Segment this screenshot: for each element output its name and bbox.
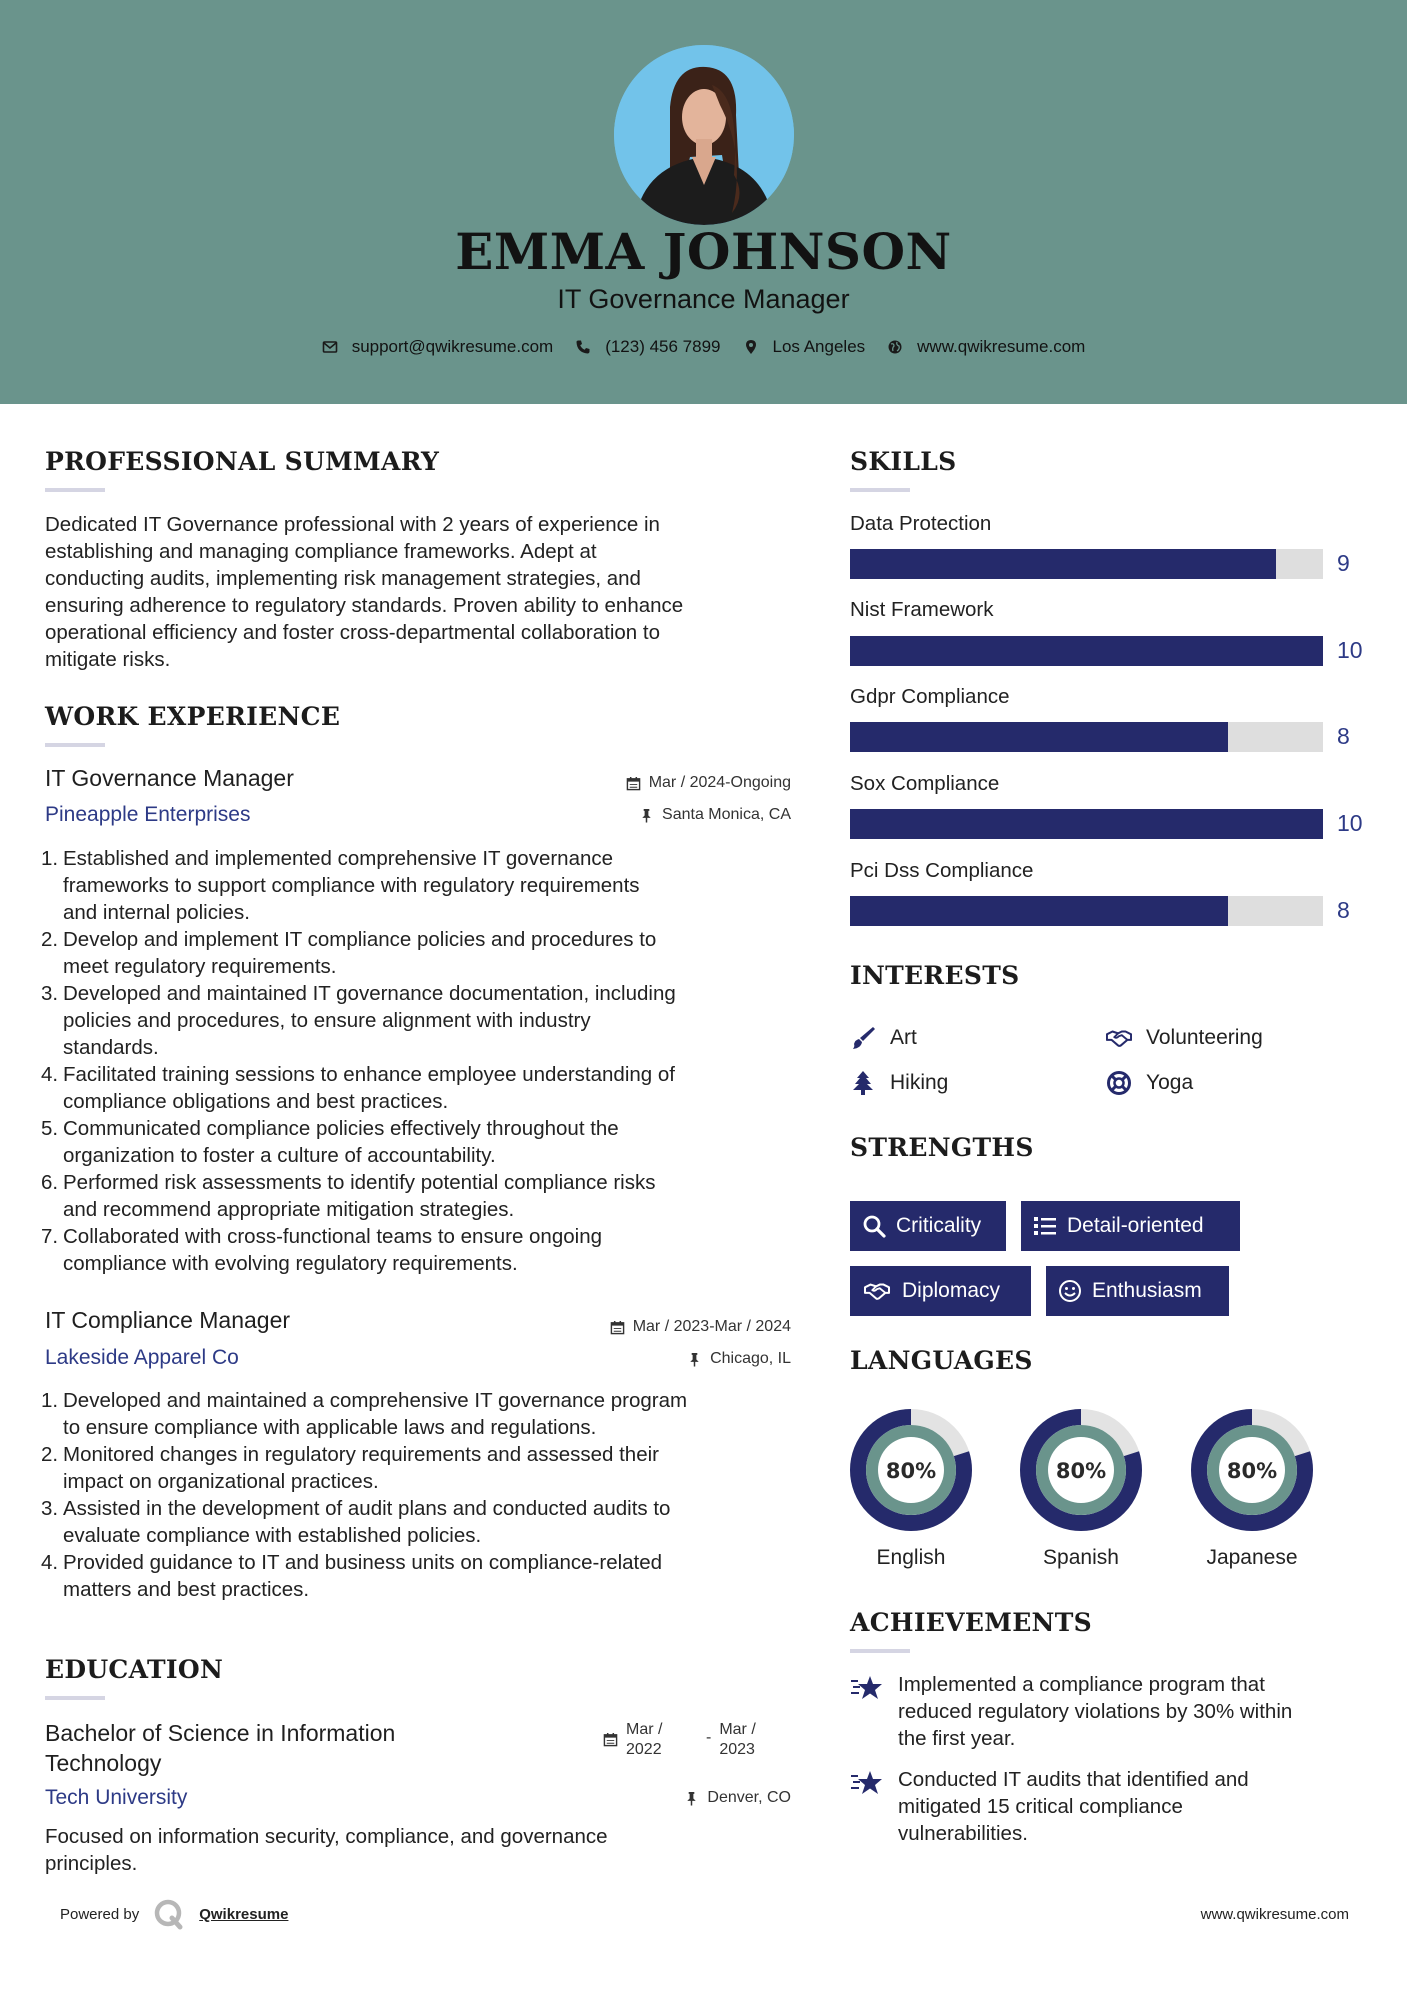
summary-line: establishing and managing compliance frameworks. Adept at (45, 540, 597, 563)
list-item: 5. Communicated compliance policies effectively throughout the organization to foster a culture of accountability. (41, 1117, 619, 1167)
education-location-text: Denver, CO (707, 1789, 791, 1806)
profile-portrait (614, 45, 794, 225)
language-gauge (850, 1409, 972, 1531)
language-gauge (1020, 1409, 1142, 1531)
interest-label: Hiking (890, 1071, 949, 1094)
experience-rule (45, 743, 105, 747)
envelope-icon (322, 339, 338, 355)
job-bullets (41, 845, 815, 1277)
education-end-month: Mar / (719, 1721, 756, 1738)
job-location (639, 806, 791, 824)
language-item (1020, 1409, 1142, 1569)
contact-email-text: support@qwikresume.com (351, 337, 554, 356)
skill-bar-track (850, 722, 1323, 752)
contact-phone-text: (123) 456 7899 (605, 337, 721, 356)
language-percent: 80% (1055, 1459, 1107, 1483)
education-location (684, 1789, 791, 1807)
strength-label: Criticality (896, 1214, 982, 1237)
list-item: 1. Developed and maintained a comprehensive IT governance program to ensure compliance with applicable laws and regulations. (41, 1389, 688, 1439)
education-start-year: 2022 (626, 1741, 662, 1758)
summary-line: mitigate risks. (45, 648, 171, 671)
strength-label: Diplomacy (902, 1279, 1001, 1302)
education-end-year: 2023 (719, 1741, 755, 1758)
skill-bar-fill (850, 722, 1228, 752)
lifering-icon (1106, 1070, 1132, 1096)
contact-bar (0, 337, 1407, 357)
handshake-icon (862, 1279, 892, 1303)
job-company: Lakeside Apparel Co (45, 1346, 239, 1369)
interest-item (850, 1070, 948, 1096)
summary-rule (45, 488, 105, 492)
language-gauge (1191, 1409, 1313, 1531)
achievement-item: Conducted IT audits that identified and mitigated 15 critical compliance vulnerabilities. (850, 1766, 1370, 1847)
brand-link[interactable]: Qwikresume (199, 1905, 289, 1923)
degree-title: Bachelor of Science in Information Technology (45, 1720, 396, 1776)
language-percent: 80% (1226, 1459, 1278, 1483)
date-separator: - (706, 1729, 712, 1746)
education-description: Focused on information security, compliance, and governance principles. (45, 1825, 608, 1875)
skill-name: Gdpr Compliance (850, 685, 1010, 708)
search-icon (862, 1214, 886, 1238)
job-title: IT Compliance Manager (45, 1307, 291, 1333)
language-name: English (876, 1546, 946, 1569)
job-dates-text: Mar / 2023-Mar / 2024 (632, 1318, 791, 1335)
interest-label: Yoga (1146, 1071, 1194, 1094)
skill-bar-fill (850, 809, 1323, 839)
job-dates (610, 1318, 791, 1336)
language-name: Japanese (1206, 1546, 1298, 1569)
skill-value: 8 (1337, 723, 1350, 749)
skill-bar-fill (850, 896, 1228, 926)
calendar-icon (610, 1320, 625, 1335)
language-item (1191, 1409, 1313, 1569)
interest-item (1106, 1025, 1263, 1051)
skill-bar-track (850, 896, 1323, 926)
handshake-icon (1106, 1025, 1132, 1051)
footer-website[interactable]: www.qwikresume.com (1200, 1906, 1349, 1923)
skill-bar-fill (850, 636, 1323, 666)
skill-bar-track (850, 549, 1323, 579)
globe-icon (887, 339, 903, 355)
phone-icon (575, 339, 591, 355)
summary-text (45, 511, 805, 673)
skill-name: Pci Dss Compliance (850, 859, 1034, 882)
education-start-month: Mar / (626, 1721, 663, 1738)
achievement-item: Implemented a compliance program that reduced regulatory violations by 30% within the first year. (850, 1671, 1370, 1752)
skill-bar-track (850, 636, 1323, 666)
skills-rule (850, 488, 910, 492)
list-item: 3. Developed and maintained IT governance documentation, including policies and procedures, to ensure alignment with industry standards. (41, 982, 676, 1059)
calendar-icon (603, 1732, 618, 1747)
profile-photo (614, 45, 794, 225)
skill-name: Data Protection (850, 512, 992, 535)
contact-location-text: Los Angeles (772, 337, 866, 356)
powered-by-text: Powered by (60, 1905, 140, 1923)
pushpin-icon (687, 1352, 702, 1367)
list-item: 2. Develop and implement IT compliance policies and procedures to meet regulatory requirements. (41, 928, 657, 978)
paintbrush-icon (850, 1025, 876, 1051)
strength-badge (1046, 1266, 1229, 1316)
language-percent: 80% (885, 1459, 937, 1483)
interest-label: Volunteering (1146, 1026, 1263, 1049)
summary-heading: PROFESSIONAL SUMMARY (45, 447, 440, 476)
skill-bar-track (850, 809, 1323, 839)
contact-location (743, 337, 866, 357)
strength-label: Enthusiasm (1092, 1279, 1202, 1302)
language-name: Spanish (1043, 1546, 1119, 1569)
qwikresume-logo-icon (153, 1898, 185, 1930)
interest-item (850, 1025, 917, 1051)
contact-email[interactable] (322, 337, 554, 357)
skill-name: Nist Framework (850, 598, 994, 621)
skill-value: 10 (1337, 637, 1363, 663)
achievements-heading: ACHIEVEMENTS (850, 1608, 1092, 1637)
summary-line: operational efficiency and foster cross-departmental collaboration to (45, 621, 660, 644)
summary-line: Dedicated IT Governance professional with 2 years of experience in (45, 513, 660, 536)
interest-item (1106, 1070, 1193, 1096)
strength-badge (850, 1266, 1031, 1316)
language-item (850, 1409, 972, 1569)
strength-badge (850, 1201, 1006, 1251)
education-heading: EDUCATION (45, 1655, 224, 1684)
list-item: 7. Collaborated with cross-functional teams to ensure ongoing compliance with evolving regulatory requirements. (41, 1225, 602, 1275)
interest-label: Art (890, 1026, 917, 1049)
resume-header (0, 0, 1407, 404)
skill-bar-fill (850, 549, 1276, 579)
list-item: 1. Established and implemented comprehensive IT governance frameworks to support compliance with regulatory requirements and internal policies. (41, 847, 640, 924)
education-end-date (706, 1720, 756, 1760)
list-item: 6. Performed risk assessments to identify potential compliance risks and recommend appropriate mitigation strategies. (41, 1171, 656, 1221)
experience-heading: WORK EXPERIENCE (45, 702, 341, 731)
smile-icon (1058, 1279, 1082, 1303)
achievements-rule (850, 1649, 910, 1653)
strength-badge (1021, 1201, 1240, 1251)
pushpin-icon (639, 808, 654, 823)
job-location-text: Chicago, IL (710, 1350, 791, 1367)
summary-line: conducting audits, implementing risk management strategies, and (45, 567, 641, 590)
job-location (687, 1350, 791, 1368)
job-dates (626, 774, 791, 792)
skills-heading: SKILLS (850, 447, 957, 476)
strength-label: Detail-oriented (1067, 1214, 1204, 1237)
skill-value: 10 (1337, 810, 1363, 836)
education-start-date (603, 1720, 662, 1760)
job-dates-text: Mar / 2024-Ongoing (648, 774, 791, 791)
footer-powered-by (60, 1898, 288, 1930)
candidate-title: IT Governance Manager (557, 284, 850, 314)
list-icon (1033, 1214, 1057, 1238)
job-title: IT Governance Manager (45, 765, 294, 791)
skill-value: 8 (1337, 897, 1350, 923)
list-item: 3. Assisted in the development of audit plans and conducted audits to evaluate compliance with established policies. (41, 1497, 671, 1547)
job-company: Pineapple Enterprises (45, 803, 251, 826)
school-name: Tech University (45, 1786, 188, 1809)
calendar-icon (626, 776, 641, 791)
list-item: 4. Provided guidance to IT and business units on compliance-related matters and best practices. (41, 1551, 663, 1601)
list-item: 4. Facilitated training sessions to enhance employee understanding of compliance obligations and best practices. (41, 1063, 675, 1113)
interests-heading: INTERESTS (850, 961, 1020, 990)
contact-phone[interactable] (575, 337, 720, 357)
job-bullets (41, 1387, 815, 1603)
star-award-icon (850, 1673, 884, 1703)
languages-heading: LANGUAGES (850, 1346, 1033, 1375)
tree-icon (850, 1070, 876, 1096)
contact-website[interactable] (887, 337, 1085, 357)
pushpin-icon (684, 1791, 699, 1806)
contact-website-text: www.qwikresume.com (917, 337, 1086, 356)
list-item: 2. Monitored changes in regulatory requirements and assessed their impact on organizational practices. (41, 1443, 659, 1493)
summary-line: ensuring adherence to regulatory standards. Proven ability to enhance (45, 594, 684, 617)
skill-name: Sox Compliance (850, 772, 1000, 795)
map-pin-icon (743, 339, 759, 355)
star-award-icon (850, 1768, 884, 1798)
education-rule (45, 1696, 105, 1700)
job-location-text: Santa Monica, CA (662, 806, 791, 823)
skill-value: 9 (1337, 550, 1350, 576)
candidate-name: EMMA JOHNSON (455, 222, 952, 281)
strengths-heading: STRENGTHS (850, 1133, 1034, 1162)
